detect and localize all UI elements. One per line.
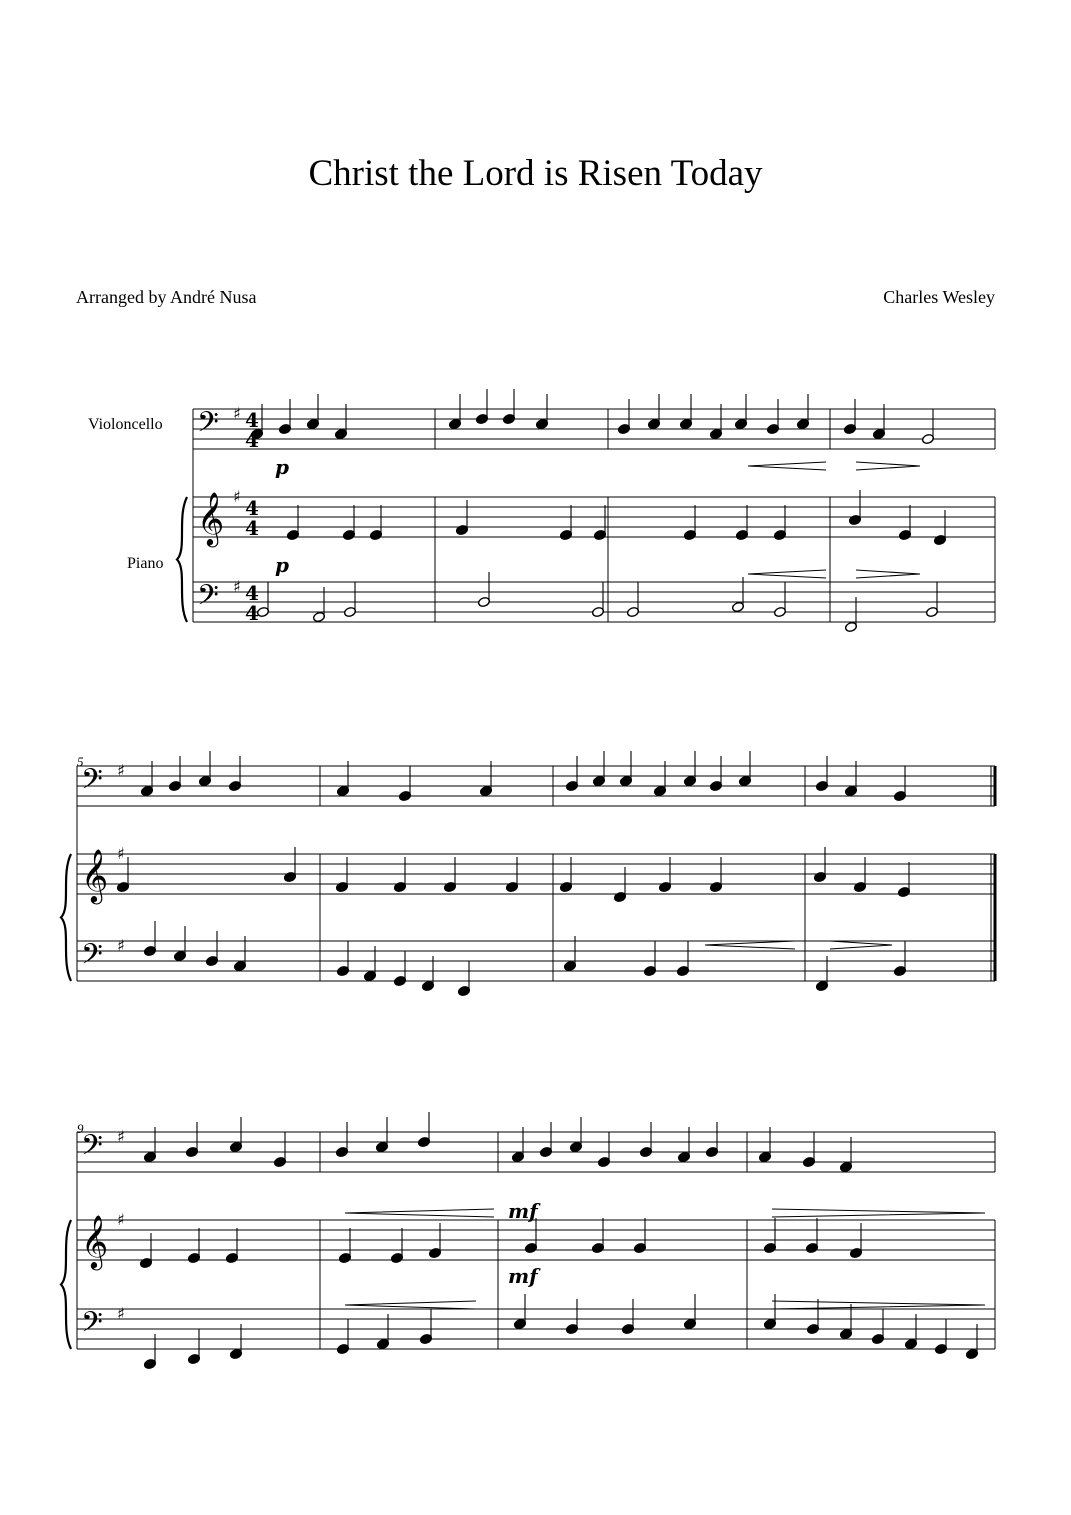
decrescendo-hairpin — [772, 1209, 985, 1217]
arranger-credit: Arranged by André Nusa — [76, 287, 257, 307]
dynamic-mf-cello: mf — [508, 1199, 538, 1223]
key-sharp: ♯ — [117, 844, 125, 863]
key-sharp: ♯ — [233, 404, 241, 423]
piano-brace — [177, 497, 187, 622]
decrescendo-hairpin — [856, 462, 920, 470]
bass-clef: 𝄢 — [81, 1306, 103, 1346]
cello-instrument-label: Violoncello — [88, 416, 163, 433]
time-signature-top: 4 — [245, 496, 259, 520]
treble-clef: 𝄞 — [197, 491, 225, 545]
key-sharp: ♯ — [117, 761, 125, 780]
dynamic-p-cello: p — [275, 455, 289, 479]
piano-brace — [61, 854, 71, 981]
treble-clef: 𝄞 — [81, 848, 109, 902]
measure-number-9: 9 — [77, 1121, 84, 1136]
key-sharp: ♯ — [117, 1210, 125, 1229]
decrescendo-hairpin — [856, 570, 920, 578]
decrescendo-hairpin — [772, 1301, 985, 1309]
bass-clef: 𝄢 — [81, 938, 103, 978]
treble-clef: 𝄞 — [81, 1214, 109, 1268]
time-signature-bottom: 4 — [245, 601, 259, 625]
time-signature-top: 4 — [245, 408, 259, 432]
decrescendo-hairpin — [830, 941, 892, 949]
time-signature-bottom: 4 — [245, 428, 259, 452]
key-sharp: ♯ — [117, 1304, 125, 1323]
bass-clef: 𝄢 — [81, 1129, 103, 1169]
piano-instrument-label: Piano — [127, 555, 164, 572]
measure-number-5: 5 — [77, 754, 84, 769]
key-sharp: ♯ — [117, 1127, 125, 1146]
crescendo-hairpin — [705, 941, 795, 949]
bass-clef: 𝄢 — [197, 406, 219, 446]
time-signature-bottom: 4 — [245, 516, 259, 540]
crescendo-hairpin — [748, 570, 826, 578]
piano-brace — [61, 1220, 71, 1349]
composer-credit: Charles Wesley — [883, 287, 995, 307]
bass-clef: 𝄢 — [197, 579, 219, 619]
crescendo-hairpin — [748, 462, 826, 470]
time-signature-top: 4 — [245, 581, 259, 605]
crescendo-hairpin — [345, 1301, 476, 1309]
dynamic-mf-piano: mf — [508, 1264, 538, 1288]
bass-clef: 𝄢 — [81, 763, 103, 803]
key-sharp: ♯ — [117, 936, 125, 955]
score-title: Christ the Lord is Risen Today — [308, 153, 763, 194]
crescendo-hairpin — [345, 1209, 494, 1217]
key-sharp: ♯ — [233, 577, 241, 596]
key-sharp: ♯ — [233, 487, 241, 506]
dynamic-p-piano: p — [275, 553, 289, 577]
